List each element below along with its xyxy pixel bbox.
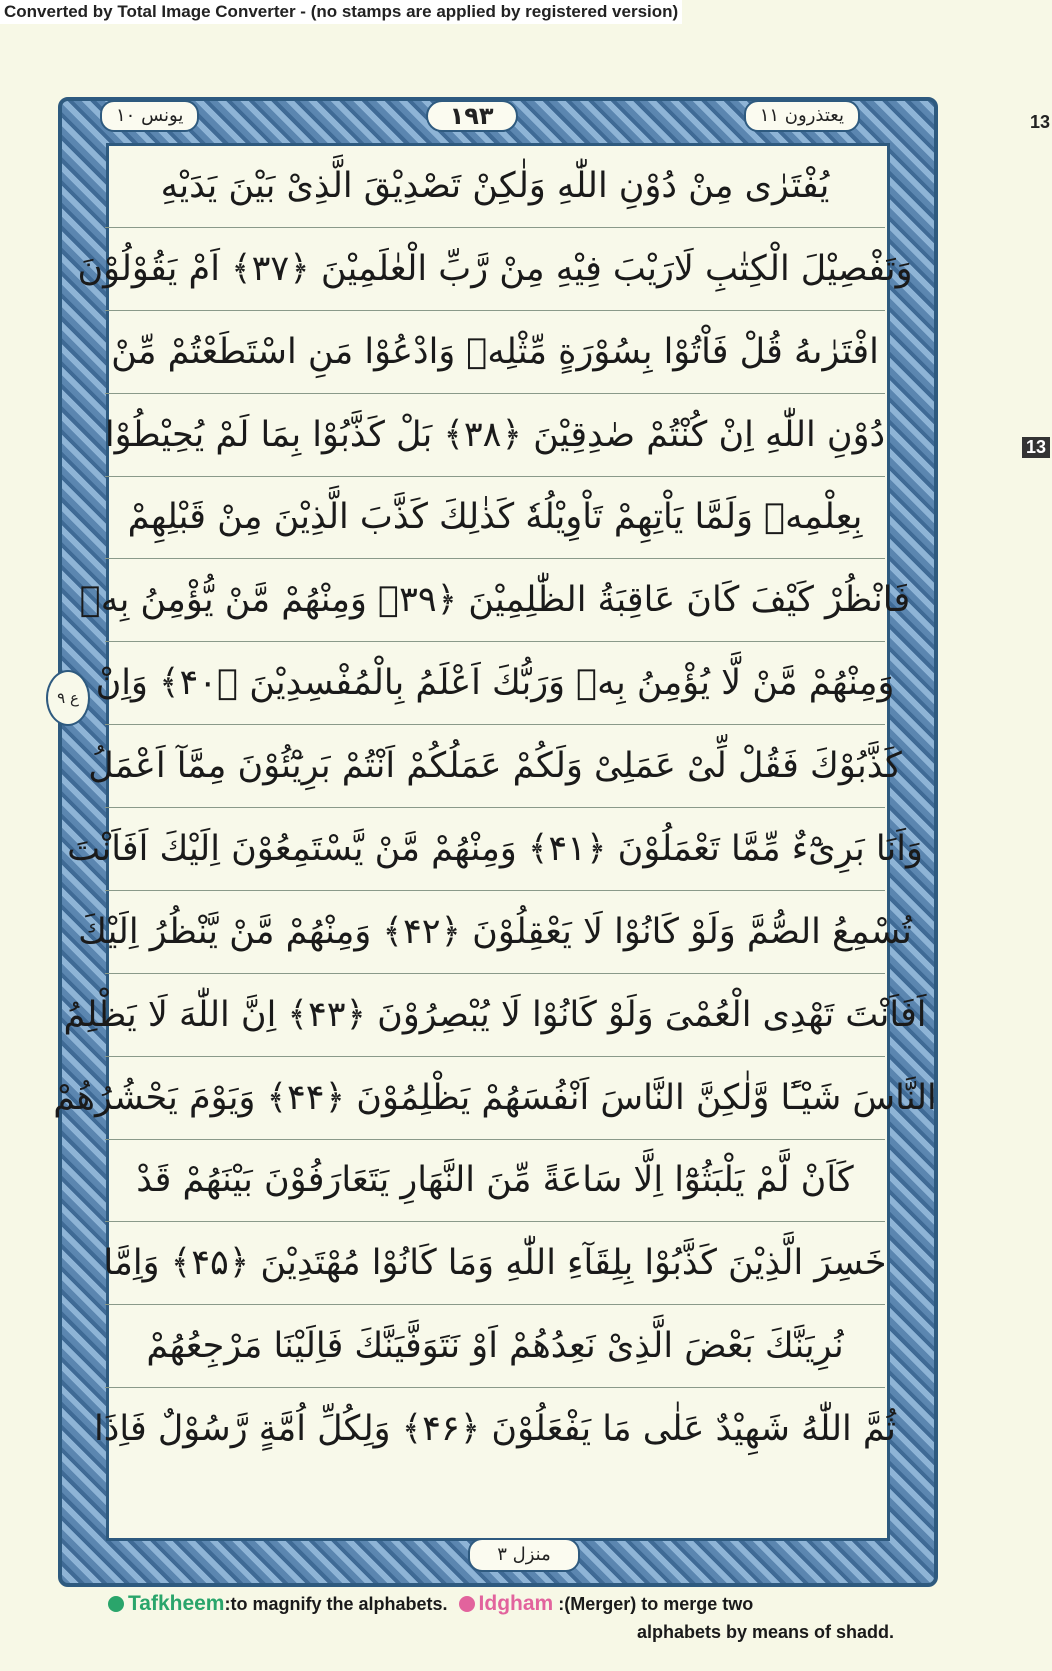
idgham-term: Idgham: [478, 1592, 554, 1615]
tafkheem-flower-icon: [108, 1596, 124, 1612]
text-line: فَانْظُرْ کَیْفَ کَانَ عَاقِبَةُ الظّٰلِمِیْنَ ﴿۳۹﴾ وَمِنْهُمْ مَّنْ یُّؤْمِنُ بِهٖ: [105, 559, 885, 642]
text-line: وَمِنْهُمْ مَّنْ لَّا یُؤْمِنُ بِهٖ وَرَبُّكَ اَعْلَمُ بِالْمُفْسِدِیْنَ ﴿۴۰﴾ وَاِنْ: [105, 642, 885, 725]
manzil-label: منزل ۳: [468, 1538, 580, 1572]
text-line: النَّاسَ شَیْـًٔا وَّلٰکِنَّ النَّاسَ اَنْفُسَهُمْ یَظْلِمُوْنَ ﴿۴۴﴾ وَیَوْمَ یَحْشُرُهُمْ: [105, 1057, 885, 1140]
legend-line-1: [108, 1590, 898, 1618]
edge-number-top: 13: [1029, 112, 1050, 132]
converter-watermark: Converted by Total Image Converter - (no stamps are applied by registered version): [0, 0, 682, 24]
ruku-marker: ع ۹: [46, 670, 90, 726]
text-line: نُرِیَنَّكَ بَعْضَ الَّذِیْ نَعِدُهُمْ اَوْ نَتَوَفَّیَنَّكَ فَاِلَیْنَا مَرْجِعُهُمْ: [105, 1305, 885, 1388]
tafkheem-description: :to magnify the alphabets.: [224, 1594, 448, 1614]
text-line: تُسْمِعُ الصُّمَّ وَلَوْ کَانُوْا لَا یَعْقِلُوْنَ ﴿۴۲﴾ وَمِنْهُمْ مَّنْ یَّنْظُرُ اِلَیْكَ: [105, 891, 885, 974]
surah-name-label: یونس ۱۰: [100, 100, 199, 132]
text-line: یُفْتَرٰی مِنْ دُوْنِ اللّٰهِ وَلٰکِنْ تَصْدِیْقَ الَّذِیْ بَیْنَ یَدَیْهِ: [105, 145, 885, 228]
text-line: کَذَّبُوْكَ فَقُلْ لِّیْ عَمَلِیْ وَلَکُمْ عَمَلُکُمْ اَنْتُمْ بَرِیْٓئُوْنَ مِمَّآ اَعْمَلُ: [105, 725, 885, 808]
page-number: ۱۹۳: [426, 100, 518, 132]
text-line: ثُمَّ اللّٰهُ شَهِیْدٌ عَلٰی مَا یَفْعَلُوْنَ ﴿۴۶﴾ وَلِکُلِّ اُمَّةٍ رَّسُوْلٌ فَاِذَا: [94, 1409, 896, 1450]
text-line: خَسِرَ الَّذِیْنَ کَذَّبُوْا بِلِقَآءِ اللّٰهِ وَمَا کَانُوْا مُهْتَدِیْنَ ﴿۴۵﴾ وَاِمَّا: [105, 1222, 885, 1305]
tafkheem-term: Tafkheem: [128, 1592, 225, 1615]
idgham-flower-icon: [459, 1596, 475, 1612]
text-line: دُوْنِ اللّٰهِ اِنْ کُنْتُمْ صٰدِقِیْنَ ﴿۳۸﴾ بَلْ کَذَّبُوْا بِمَا لَمْ یُحِیْطُوْا: [105, 394, 885, 477]
text-line: وَاَنَا بَرِیْٓءٌ مِّمَّا تَعْمَلُوْنَ ﴿۴۱﴾ وَمِنْهُمْ مَّنْ یَّسْتَمِعُوْنَ اِلَیْكَ اَفَاَنْتَ: [105, 808, 885, 891]
juz-name-label: یعتذرون ۱۱: [744, 100, 860, 132]
text-line: بِعِلْمِهٖ وَلَمَّا یَاْتِهِمْ تَاْوِیْلُهٗ کَذٰلِكَ کَذَّبَ الَّذِیْنَ مِنْ قَبْلِهِمْ: [105, 477, 885, 560]
text-line: کَاَنْ لَّمْ یَلْبَثُوْٓا اِلَّا سَاعَةً مِّنَ النَّهَارِ یَتَعَارَفُوْنَ بَیْنَهُمْ قَدْ: [105, 1140, 885, 1223]
tajweed-legend: [108, 1590, 898, 1646]
idgham-description: :(Merger) to merge two: [558, 1594, 754, 1614]
text-line: اَفَاَنْتَ تَهْدِی الْعُمْیَ وَلَوْ کَانُوْا لَا یُبْصِرُوْنَ ﴿۴۳﴾ اِنَّ اللّٰهَ لَا یَظْلِمُ: [105, 974, 885, 1057]
text-line: افْتَرٰىهُ قُلْ فَاْتُوْا بِسُوْرَةٍ مِّثْلِهٖ وَادْعُوْا مَنِ اسْتَطَعْتُمْ مِّنْ: [105, 311, 885, 394]
edge-number-middle: 13: [1022, 437, 1050, 458]
idgham-description-continued: alphabets by means of shadd.: [636, 1622, 894, 1642]
page-header: [100, 98, 860, 134]
text-line: وَتَفْصِیْلَ الْکِتٰبِ لَارَیْبَ فِیْهِ مِنْ رَّبِّ الْعٰلَمِیْنَ ﴿۳۷﴾ اَمْ یَقُوْلُوْنَ: [105, 228, 885, 311]
